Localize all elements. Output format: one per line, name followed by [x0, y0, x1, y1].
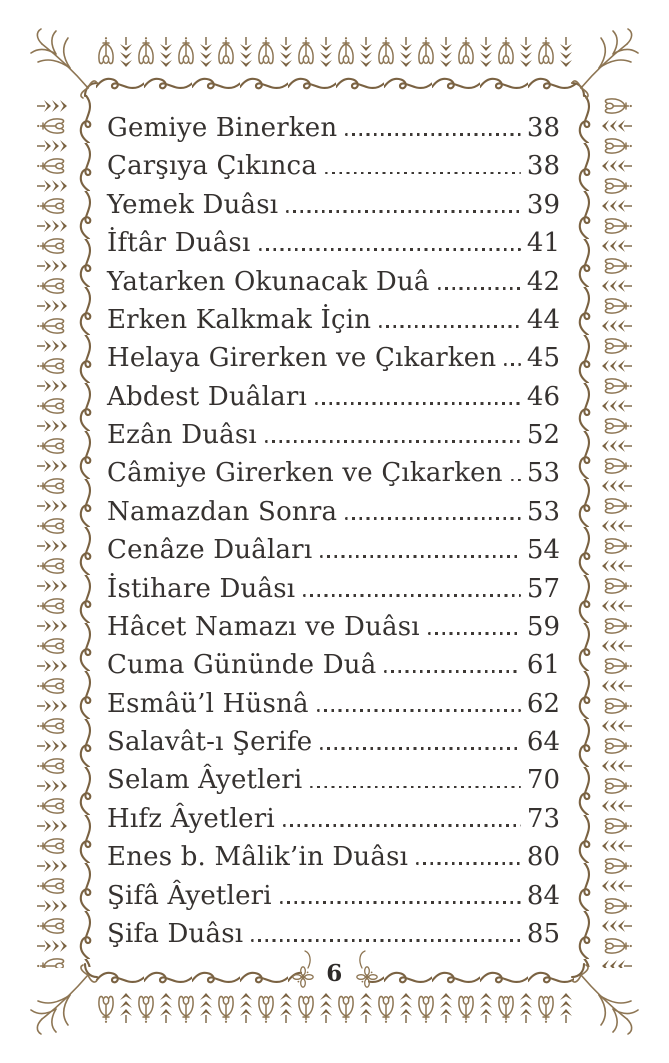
toc-entry-page: 53 — [526, 458, 560, 489]
dot-leader — [317, 709, 521, 712]
toc-entry-page: 38 — [526, 113, 560, 143]
toc-entry-page: 53 — [526, 496, 560, 527]
toc-entry-title: İftâr Duâsı — [107, 228, 251, 259]
dot-leader — [384, 670, 521, 673]
dot-leader — [345, 517, 521, 520]
toc-entry — [107, 382, 560, 420]
dot-leader — [320, 747, 521, 750]
toc-entry-title: Namazdan Sonra — [107, 496, 338, 527]
toc-entry-page: 80 — [526, 842, 560, 873]
dot-leader — [511, 479, 521, 482]
toc-entry-page: 62 — [526, 688, 560, 719]
dot-leader — [345, 133, 521, 136]
toc-entry-title: Ezân Duâsı — [107, 420, 257, 450]
dot-leader — [320, 555, 521, 558]
page-number: 6 — [326, 960, 343, 987]
toc-entry-title: Helaya Girerken ve Çıkarken — [107, 343, 497, 374]
toc-entry — [107, 842, 560, 880]
toc-entry-page: 57 — [526, 573, 560, 604]
toc-entry-title: Hıfz Âyetleri — [107, 803, 275, 834]
toc-entry-page: 73 — [526, 803, 560, 834]
toc-entry-page: 59 — [526, 611, 560, 642]
dot-leader — [504, 363, 521, 366]
dot-leader — [416, 862, 521, 865]
toc-entry-page: 61 — [526, 650, 560, 681]
dot-leader — [265, 440, 521, 443]
dot-leader — [286, 210, 521, 213]
toc-entry-title: Yemek Duâsı — [107, 189, 279, 220]
toc-entry — [107, 804, 560, 842]
toc-entry-title: Çarşıya Çıkınca — [107, 151, 318, 182]
toc-entry-page: 39 — [526, 189, 560, 220]
toc-entry — [107, 497, 560, 535]
toc-entry — [107, 881, 560, 919]
toc-entry-title: Selam Âyetleri — [107, 765, 303, 796]
toc-entry-page: 52 — [526, 420, 560, 450]
toc-entry — [107, 689, 560, 727]
dot-leader — [259, 248, 521, 251]
dot-leader — [379, 325, 521, 328]
toc-entry — [107, 765, 560, 803]
dot-leader — [310, 786, 520, 789]
toc-entry-page: 54 — [526, 535, 560, 566]
toc-entry-title: Câmiye Girerken ve Çıkarken — [107, 458, 503, 489]
toc-entry-page: 44 — [526, 304, 560, 335]
toc-entry-page: 64 — [526, 727, 560, 757]
toc-entry — [107, 535, 560, 573]
toc-entry-title: Hâcet Namazı ve Duâsı — [107, 611, 420, 642]
toc-entry — [107, 267, 560, 305]
toc-entry — [107, 612, 560, 650]
toc-entry-page: 85 — [526, 918, 560, 949]
toc-entry — [107, 650, 560, 688]
dot-leader — [325, 172, 521, 175]
toc-entry-title: Salavât-ı Şerife — [107, 727, 313, 757]
toc-entry-title: Enes b. Mâlik’in Duâsı — [107, 842, 409, 873]
toc-entry — [107, 343, 560, 381]
toc-entry — [107, 574, 560, 612]
toc-entry — [107, 113, 560, 151]
dot-leader — [251, 939, 521, 942]
toc-entry-title: Şifa Duâsı — [107, 918, 244, 949]
toc-entry — [107, 190, 560, 228]
toc-entry-page: 38 — [526, 151, 560, 182]
toc-entry-title: Cenâze Duâları — [107, 535, 313, 566]
dot-leader — [283, 824, 521, 827]
toc-entry — [107, 458, 560, 496]
toc-entry-title: Gemiye Binerken — [107, 113, 338, 143]
toc-entry-title: Abdest Duâları — [107, 381, 307, 412]
toc-entry — [107, 151, 560, 189]
toc-entry — [107, 305, 560, 343]
toc-entry-title: İstihare Duâsı — [107, 573, 296, 604]
toc-entry — [107, 228, 560, 266]
toc-entry-title: Cuma Gününde Duâ — [107, 650, 377, 681]
dot-leader — [428, 632, 521, 635]
dot-leader — [303, 594, 521, 597]
toc-entry — [107, 420, 560, 458]
toc-entry-title: Esmâü’l Hüsnâ — [107, 688, 309, 719]
toc-entry-page: 45 — [526, 343, 560, 374]
toc-entry-page: 70 — [526, 765, 560, 796]
toc-entry — [107, 727, 560, 765]
toc-entry-title: Yatarken Okunacak Duâ — [107, 266, 430, 297]
toc-entry-page: 42 — [526, 266, 560, 297]
toc-entry-title: Şifâ Âyetleri — [107, 880, 272, 911]
dot-leader — [280, 901, 521, 904]
dot-leader — [438, 287, 521, 290]
toc-entry — [107, 919, 560, 957]
toc-entry-page: 46 — [526, 381, 560, 412]
toc-entry-page: 84 — [526, 880, 560, 911]
toc-list — [107, 113, 560, 957]
toc-entry-title: Erken Kalkmak İçin — [107, 304, 372, 335]
toc-entry-page: 41 — [526, 228, 560, 259]
dot-leader — [315, 402, 521, 405]
